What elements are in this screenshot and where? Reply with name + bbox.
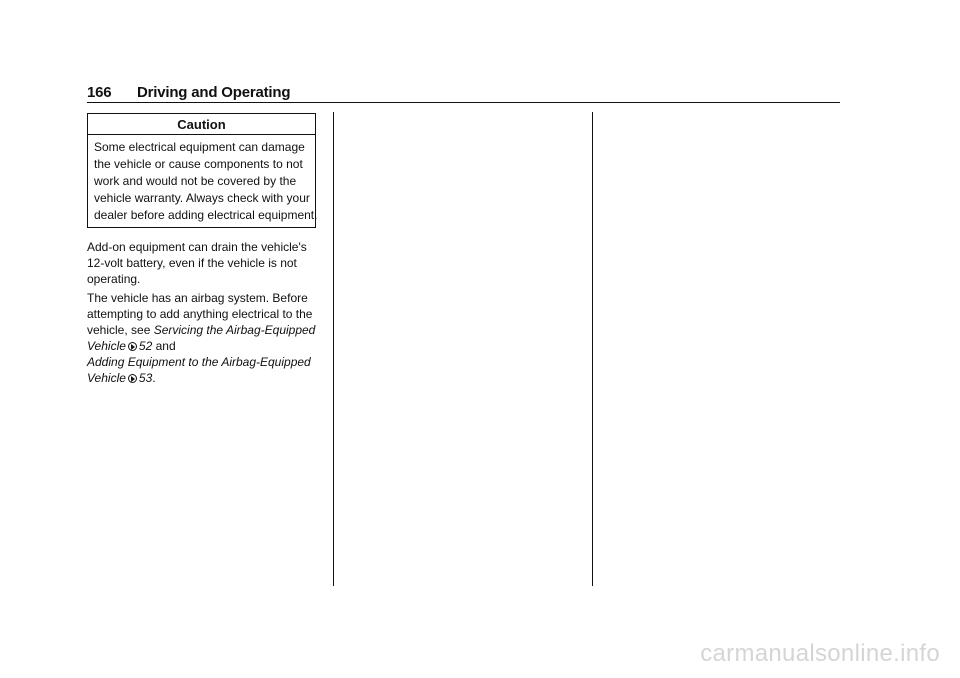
paragraph-airbag <box>87 290 332 386</box>
caution-line: vehicle warranty. Always check with your <box>94 191 310 205</box>
watermark: carmanualsonline.info <box>700 640 940 667</box>
xref-page-number[interactable]: 53 <box>138 371 153 385</box>
paragraph-battery <box>87 239 332 287</box>
caution-title: Caution <box>88 114 315 135</box>
page-reference-icon <box>128 374 137 383</box>
paragraph-line: attempting to add anything electrical to the <box>87 307 313 321</box>
xref-page-number[interactable]: 52 <box>138 339 153 353</box>
xref-servicing-airbag-link-cont[interactable]: Vehicle <box>87 339 126 353</box>
xref-adding-equipment-link[interactable]: Adding Equipment to the Airbag-Equipped <box>87 355 311 369</box>
paragraph-line: The vehicle has an airbag system. Before <box>87 291 308 305</box>
column-divider-left <box>333 112 334 586</box>
caution-line: dealer before adding electrical equipment. <box>94 208 318 222</box>
paragraph-line <box>87 338 332 354</box>
page-number: 166 <box>87 84 112 101</box>
caution-line: work and would not be covered by the <box>94 174 297 188</box>
paragraph-line <box>87 322 332 338</box>
paragraph-line <box>87 370 332 386</box>
caution-line: Some electrical equipment can damage <box>94 140 305 154</box>
page-reference-icon <box>128 342 137 351</box>
page-header <box>87 84 840 102</box>
paragraph-line: operating. <box>87 272 141 286</box>
xref-servicing-airbag-link[interactable]: Servicing the Airbag-Equipped <box>153 323 316 337</box>
paragraph-text: vehicle, see <box>87 323 154 337</box>
paragraph-line: Add-on equipment can drain the vehicle's <box>87 240 307 254</box>
header-rule <box>87 102 840 103</box>
caution-text <box>94 139 316 224</box>
caution-line: the vehicle or cause components to not <box>94 157 303 171</box>
section-title: Driving and Operating <box>137 84 291 101</box>
paragraph-line: 12-volt battery, even if the vehicle is not <box>87 256 297 270</box>
xref-adding-equipment-link-cont[interactable]: Vehicle <box>87 371 126 385</box>
paragraph-text: and <box>152 339 176 353</box>
column-divider-right <box>592 112 593 586</box>
caution-box <box>87 113 316 228</box>
paragraph-text: . <box>152 371 156 385</box>
